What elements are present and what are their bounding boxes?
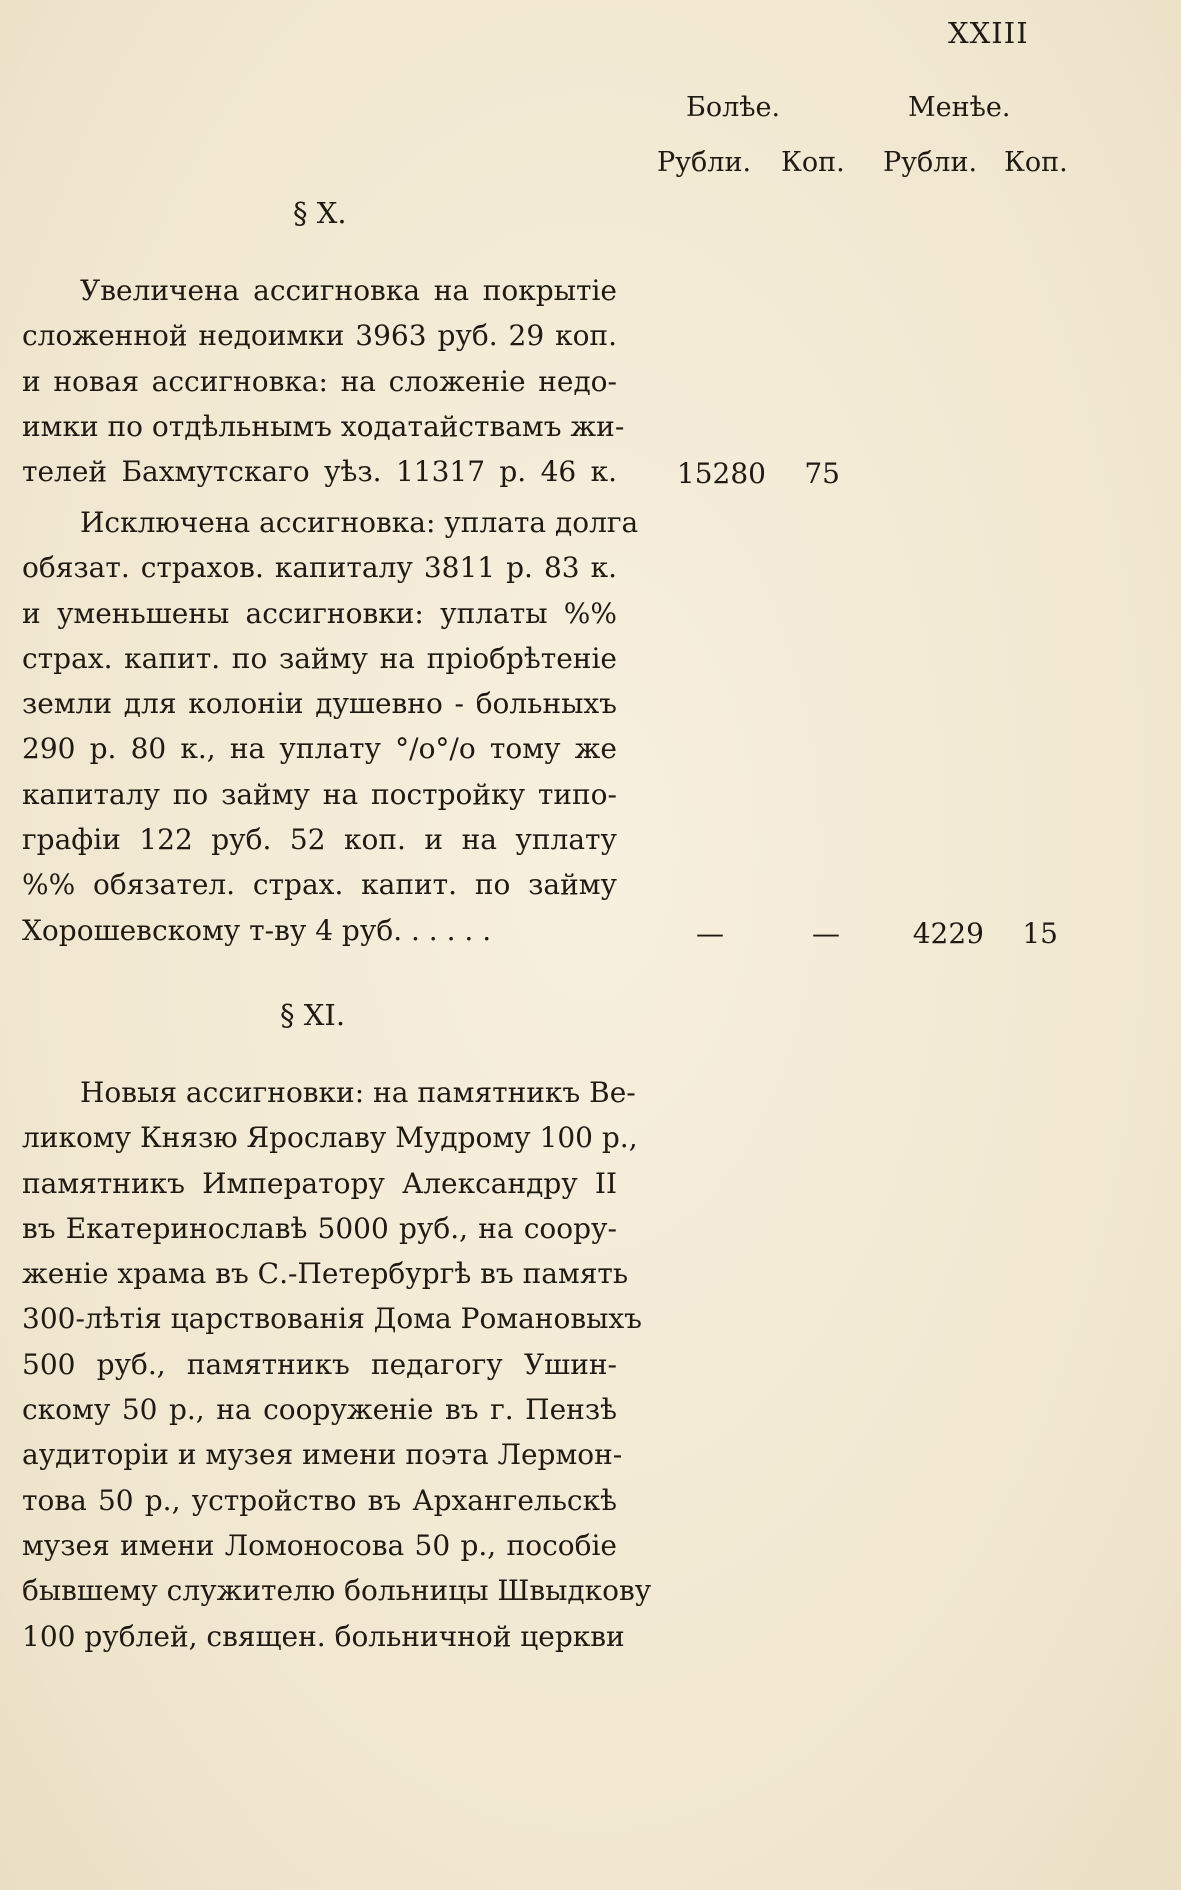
text-line: и новая ассигновка: на сложеніе недо- — [22, 364, 617, 398]
column-header-more-kopecks: Коп. — [781, 147, 845, 178]
column-header-less-kopecks: Коп. — [1004, 147, 1068, 178]
page-number: XXIII — [948, 16, 1029, 50]
text-line: 500 руб., памятникъ педагогу Ушин- — [22, 1347, 617, 1381]
text-line: 100 рублей, священ. больничной церкви — [22, 1619, 625, 1653]
section-x-p1-more-rubles: 15280 — [676, 457, 766, 490]
text-line: бывшему служителю больницы Швыдкову — [22, 1574, 652, 1608]
text-line: въ Екатеринославѣ 5000 руб., на соору- — [22, 1211, 617, 1245]
text-line: земли для колоніи душевно - больныхъ — [22, 687, 617, 721]
text-line: %% обязател. страх. капит. по займу — [22, 868, 617, 902]
section-xi-title: § XI. — [280, 998, 346, 1032]
text-line: ликому Князю Ярославу Мудрому 100 р., — [22, 1121, 638, 1155]
section-x-title: § X. — [293, 196, 347, 230]
column-header-less-rubles: Рубли. — [883, 147, 978, 178]
text-line: женіе храма въ С.-Петербургѣ въ память — [22, 1257, 629, 1291]
text-line: памятникъ Императору Александру II — [22, 1166, 617, 1200]
section-xi-paragraph-1 — [22, 1070, 652, 1659]
text-line: Увеличена ассигновка на покрытіе — [80, 274, 617, 307]
text-line: страх. капит. по займу на пріобрѣтеніе — [22, 641, 617, 675]
section-x-p2-more-rubles: — — [696, 917, 724, 950]
text-line: обязат. страхов. капиталу 3811 р. 83 к. — [22, 551, 617, 585]
text-line: 290 р. 80 к., на уплату °/о°/о тому же — [22, 732, 617, 766]
column-header-less: Менѣе. — [908, 92, 1011, 123]
section-x-paragraph-1 — [22, 268, 625, 494]
column-header-more: Болѣе. — [686, 92, 781, 123]
text-line: Исключена ассигновка: уплата долга — [80, 506, 639, 539]
column-header-more-rubles: Рубли. — [657, 147, 752, 178]
text-line: музея имени Ломоносова 50 р., пособіе — [22, 1528, 617, 1562]
text-line: и уменьшены ассигновки: уплаты %% — [22, 596, 617, 630]
text-line: телей Бахмутскаго уѣз. 11317 р. 46 к. — [22, 455, 617, 489]
text-line: сложенной недоимки 3963 руб. 29 коп. — [22, 319, 617, 353]
text-line: графіи 122 руб. 52 коп. и на уплату — [22, 823, 617, 857]
text-line: скому 50 р., на сооруженіе въ г. Пензѣ — [22, 1393, 617, 1427]
text-line: Хорошевскому т-ву 4 руб. . . . . . — [22, 913, 492, 947]
text-line: Новыя ассигновки: на памятникъ Ве- — [80, 1076, 636, 1109]
text-line: аудиторіи и музея имени поэта Лермон- — [22, 1438, 623, 1472]
text-line: това 50 р., устройство въ Архангельскѣ — [22, 1483, 617, 1517]
text-line: 300-лѣтія царствованія Дома Романовыхъ — [22, 1302, 642, 1336]
section-x-p2-more-kopecks: — — [812, 917, 840, 950]
section-x-p2-less-rubles: 4229 — [912, 917, 984, 950]
section-x-paragraph-2 — [22, 500, 639, 953]
text-line: имки по отдѣльнымъ ходатайствамъ жи- — [22, 409, 625, 443]
section-x-p2-less-kopecks: 15 — [1022, 917, 1058, 950]
text-line: капиталу по займу на постройку типо- — [22, 777, 617, 811]
section-x-p1-more-kopecks: 75 — [804, 457, 840, 490]
